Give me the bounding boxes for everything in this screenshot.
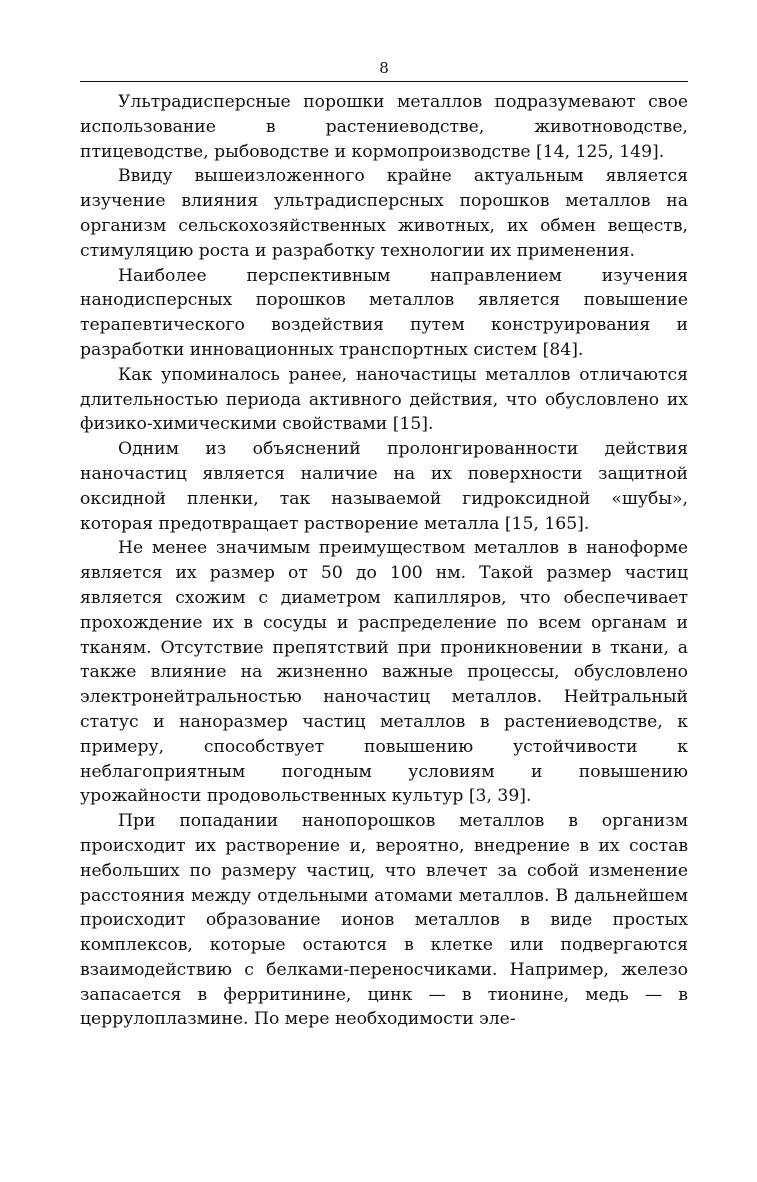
body-text (80, 90, 688, 1032)
paragraph: Наиболее перспективным направлением изучения нанодисперсных порошков металлов является повышение терапевтического воздействия путем конструирования и разработки инновационных транспортных систем [84]. (80, 265, 688, 360)
header-rule (80, 81, 688, 82)
paragraph: Одним из объяснений пролонгированности действия наночастиц является наличие на их поверхности защитной оксидной пленки, так называемой гидроксидной «шубы», которая предотвращает растворение металла [15, 165]. (80, 439, 688, 534)
paragraph: Как упоминалось ранее, наночастицы металлов отличаются длительностью периода активного действия, что обусловлено их физико-химическими свойствами [15]. (80, 364, 688, 435)
paragraph: Ввиду вышеизложенного крайне актуальным является изучение влияния ультрадисперсных порошков металлов на организм сельскохозяйственных животных, их обмен веществ, стимуляцию роста и разработку технологии их применения. (80, 166, 688, 261)
paragraph: При попадании нанопорошков металлов в организм происходит их растворение и, вероятно, внедрение в их состав небольших по размеру частиц, что влечет за собой изменение расстояния между отдельными атомами металлов. В дальнейшем происходит образование ионов металлов в виде простых комплексов, которые остаются в клетке или подвергаются взаимодействию с белками-переносчиками. Например, железо запасается в ферритинине, цинк — в тионине, медь — в церрулоплазмине. По мере необходимости эле- (80, 811, 688, 1030)
page-number: 8 (379, 59, 389, 77)
paragraph: Ультрадисперсные порошки металлов подразумевают свое использование в растениеводстве, животноводстве, птицеводстве, рыбоводстве и кормопроизводстве [14, 125, 149]. (80, 92, 688, 162)
paragraph: Не менее значимым преимуществом металлов в наноформе является их размер от 50 до 100 нм. Такой размер частиц является схожим с диаметром капилляров, что обеспечивает прохождение их в сосуды и распределение по всем органам и тканям. Отсутствие препятствий при проникновении в ткани, а также влияние на жизненно важные процессы, обусловлено электронейтральностью наночастиц металлов. Нейтральный статус и наноразмер частиц металлов в растениеводстве, к примеру, способствует повышению устойчивости к неблагоприятным погодным условиям и повышению урожайности продовольственных культур [3, 39]. (80, 538, 688, 807)
book-page (80, 58, 688, 1032)
